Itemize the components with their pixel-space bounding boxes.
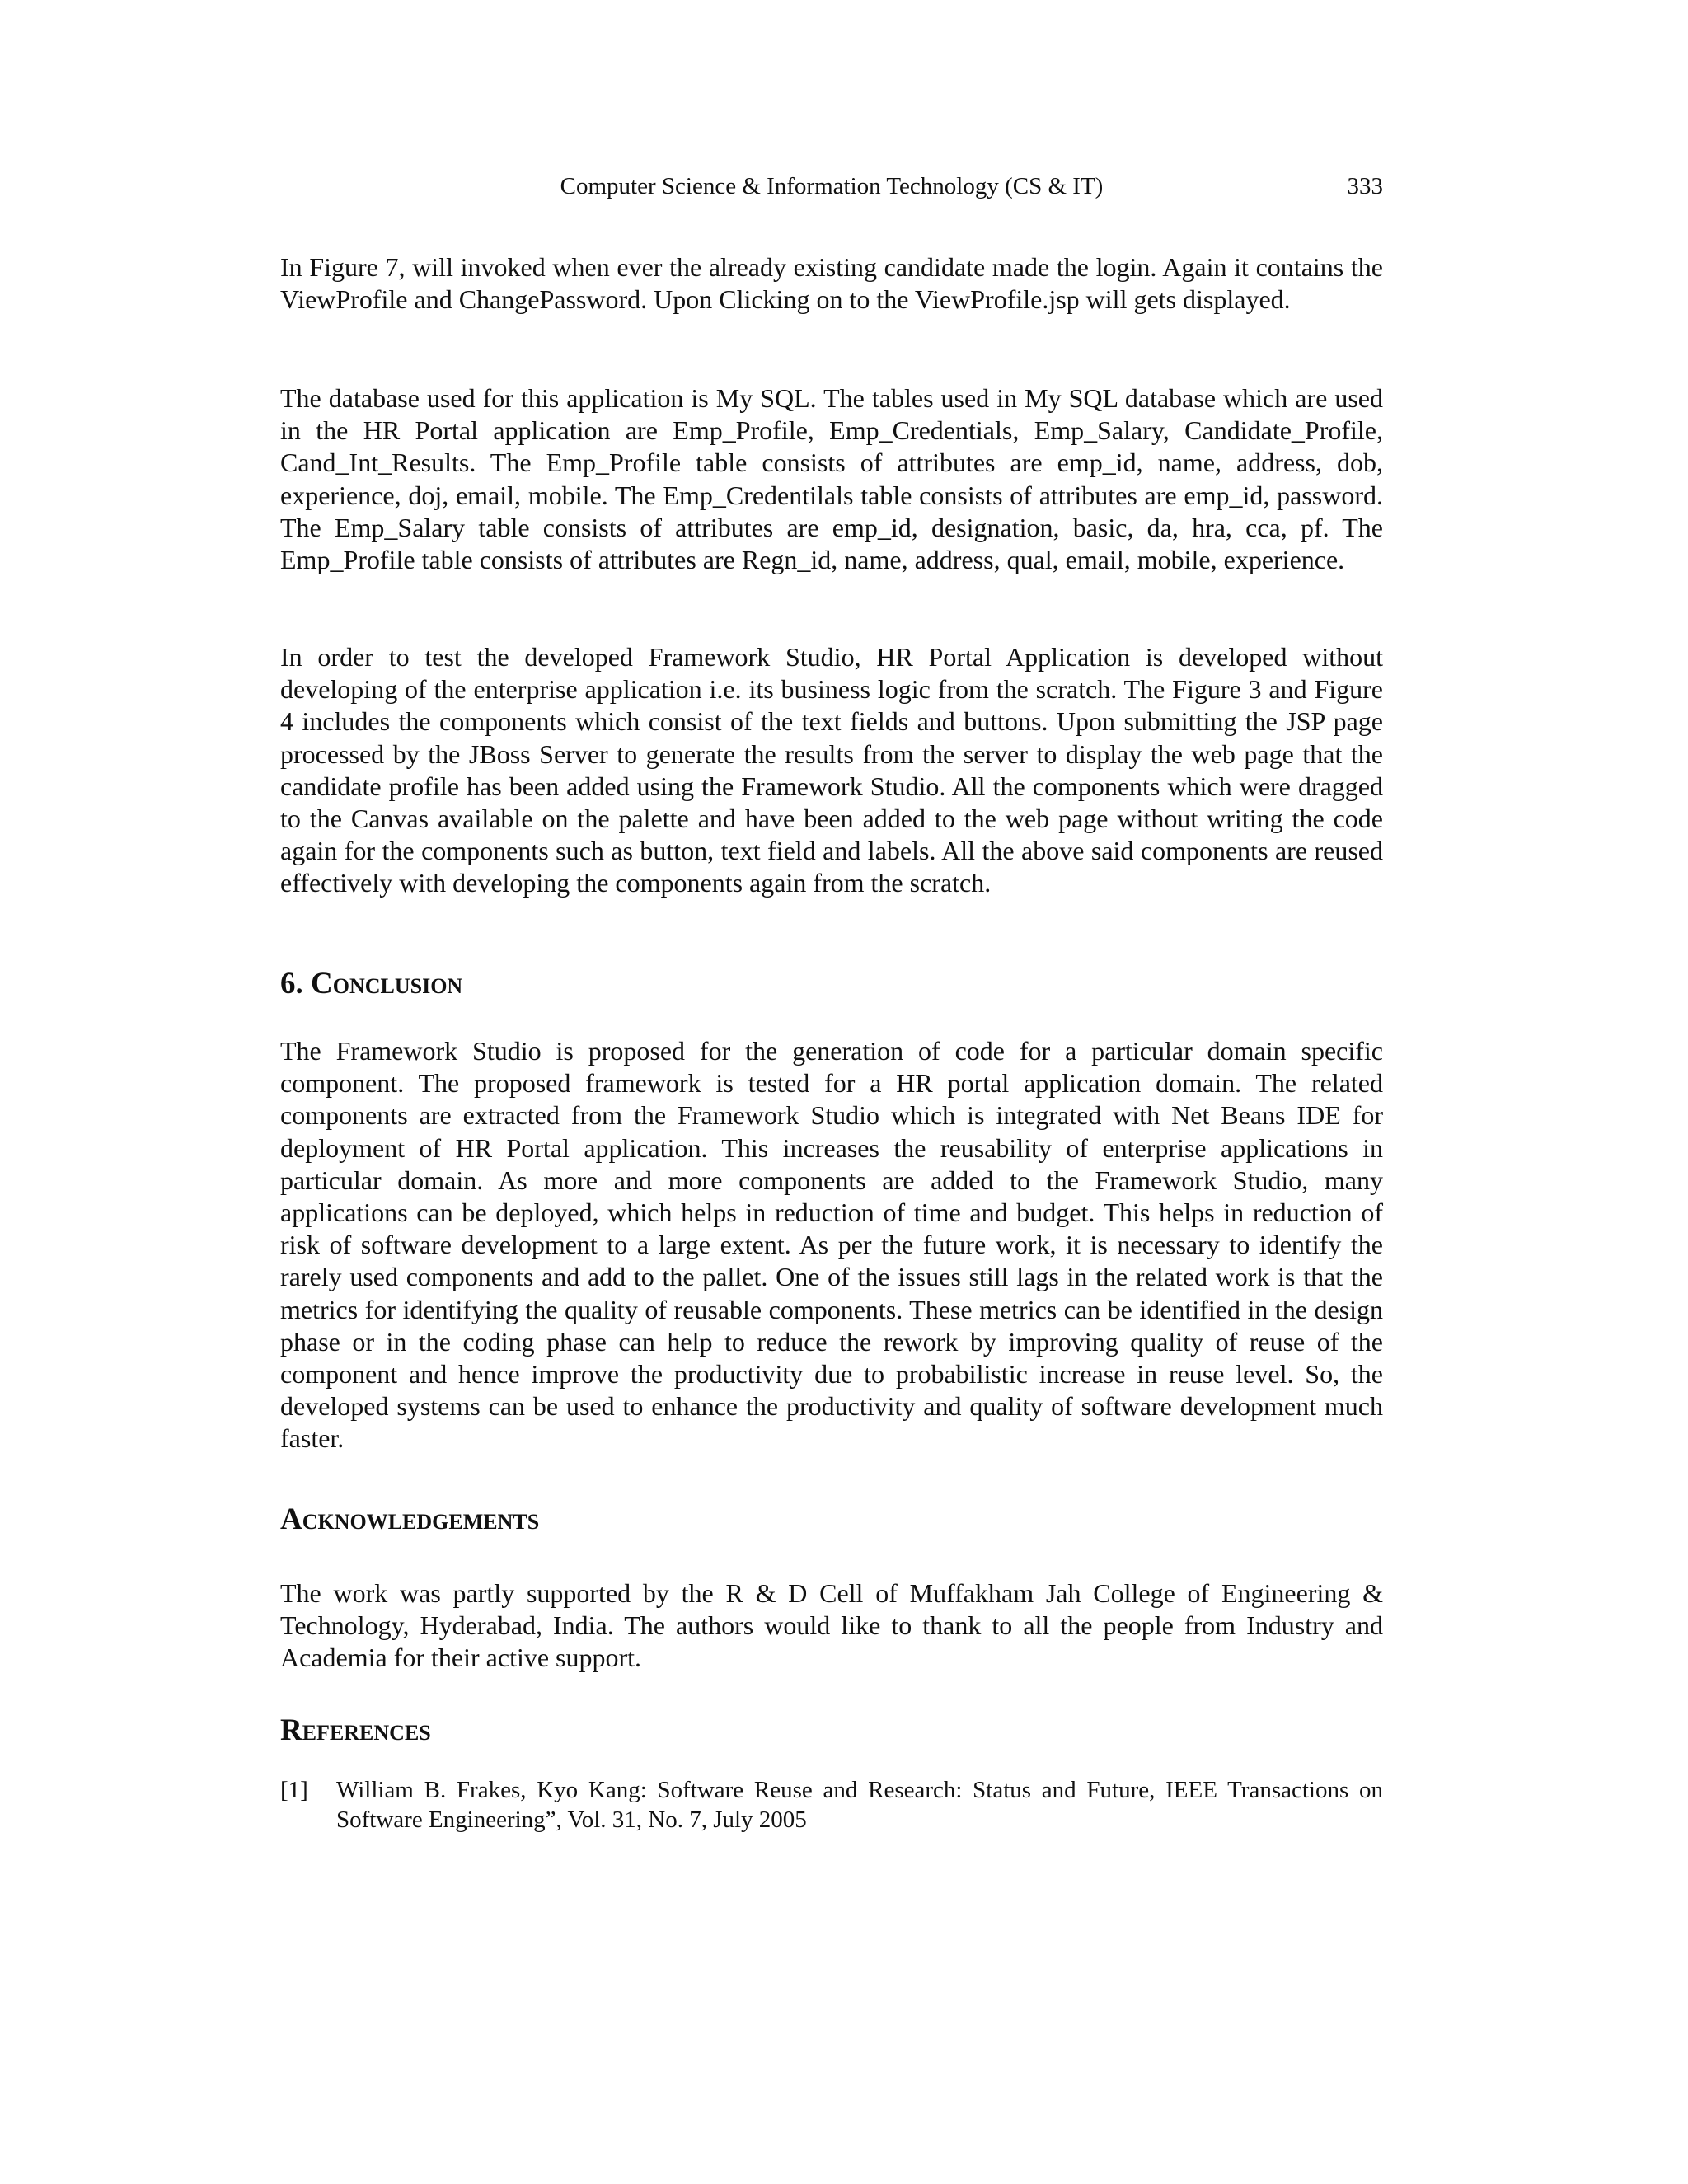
paragraph-database: The database used for this application is My SQL. The tables used in My SQL database which are used in the HR Portal application are Emp_Profile, Emp_Credentials, Emp_Salary, Candidate_Profile, Cand_Int_Results. The Emp_Profile table consists of attributes are emp_id, name, address, dob, experience, doj, email, mobile. The Emp_Credentilals table consists of attributes are emp_id, password. The Emp_Salary table consists of attributes are emp_id, designation, basic, da, hra, cca, pf. The Emp_Profile table consists of attributes are Regn_id, name, address, qual, email, mobile, experience.: [280, 383, 1383, 575]
references-heading: References: [280, 1713, 431, 1747]
page-number: 333: [1347, 173, 1383, 199]
paragraph-testing: In order to test the developed Framework Studio, HR Portal Application is developed without developing of the enterprise application i.e. its business logic from the scratch. The Figure 3 and Figure 4 includes the components which consist of the text fields and buttons. Upon submitting the JSP page processed by the JBoss Server to generate the results from the server to display the web page that the candidate profile has been added using the Framework Studio. All the components which were dragged to the Canvas available on the palette and have been added to the web page without writing the code again for the components such as button, text field and labels. All the above said components are reused effectively with developing the components again from the scratch.: [280, 642, 1383, 898]
acknowledgements-text: The work was partly supported by the R & D Cell of Muffakham Jah College of Engineering & Technology, Hyderabad, India. The authors would like to thank to all the people from Industry and Academia for their active support.: [280, 1578, 1383, 1673]
paragraph-figure7: In Figure 7, will invoked when ever the already existing candidate made the login. Again it contains the ViewProfile and ChangePassword. Upon Clicking on to the ViewProfile.jsp will gets displayed.: [280, 252, 1383, 315]
reference-number: [1]: [280, 1777, 308, 1803]
running-header: [280, 173, 1383, 206]
conclusion-text: The Framework Studio is proposed for the generation of code for a particular domain specific component. The proposed framework is tested for a HR portal application domain. The related components are extracted from the Framework Studio which is integrated with Net Beans IDE for deployment of HR Portal application. This increases the reusability of enterprise applications in particular domain. As more and more components are added to the Framework Studio, many applications can be deployed, which helps in reduction of time and budget. This helps in reduction of risk of software development to a large extent. As per the future work, it is necessary to identify the rarely used components and add to the pallet. One of the issues still lags in the related work is that the metrics for identifying the quality of reusable components. These metrics can be identified in the design phase or in the coding phase can help to reduce the rework by improving quality of reuse of the component and hence improve the productivity due to probabilistic increase in reuse level. So, the developed systems can be used to enhance the productivity and quality of software development much faster.: [280, 1036, 1383, 1454]
journal-title: Computer Science & Information Technology (CS & IT): [560, 173, 1104, 199]
acknowledgements-heading: Acknowledgements: [280, 1502, 540, 1536]
conclusion-heading: 6. Conclusion: [280, 967, 463, 1001]
reference-text: William B. Frakes, Kyo Kang: Software Reuse and Research: Status and Future, IEEE Transactions on Software Engineering”, Vol. 31, No. 7, July 2005: [336, 1777, 1383, 1833]
